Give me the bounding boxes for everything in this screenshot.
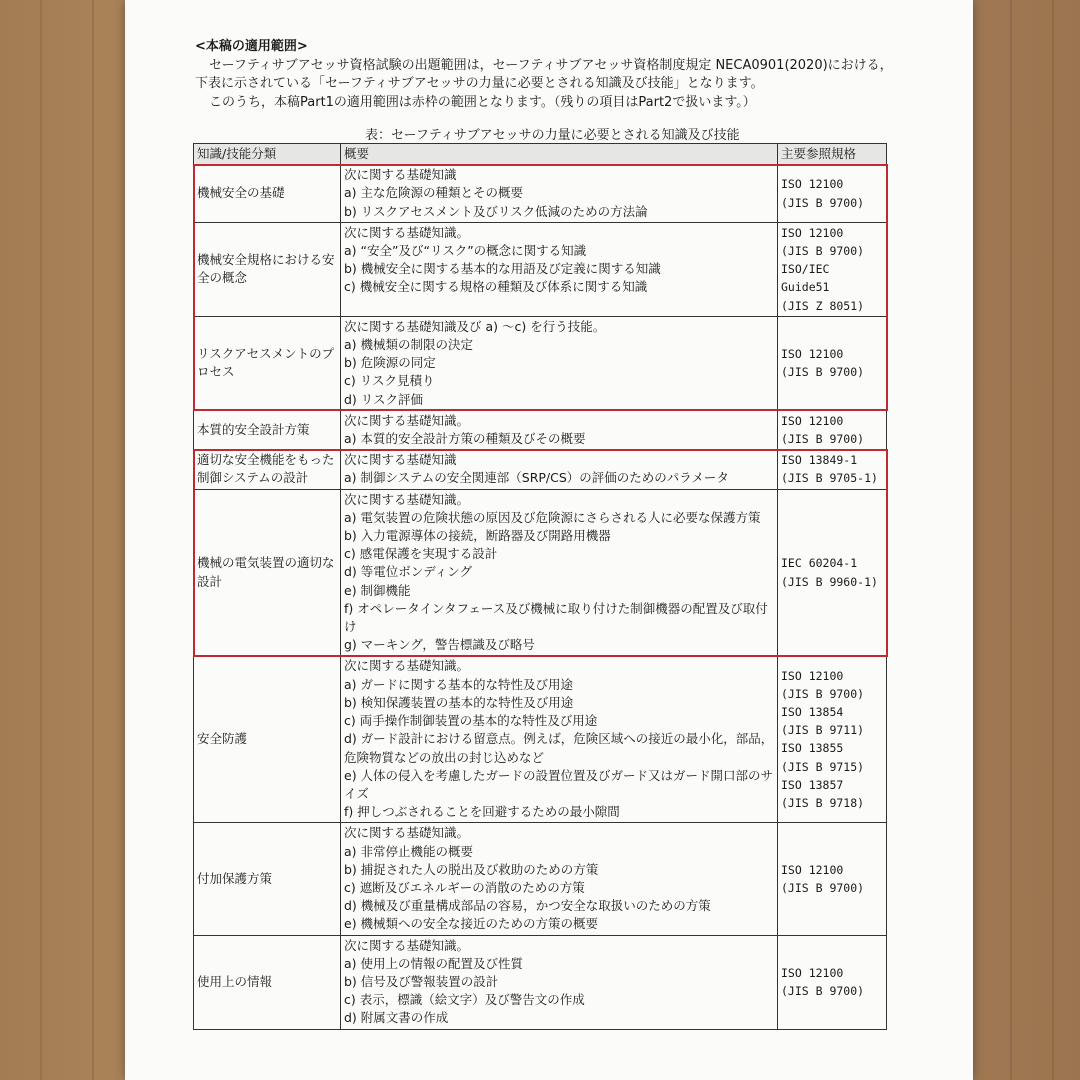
reference-standard: (JIS B 9960-1) [781, 574, 878, 589]
summary-line: e) 機械類への安全な接近のための方策の概要 [344, 916, 599, 932]
reference-standard: (JIS B 9700) [781, 984, 865, 999]
summary-line: 次に関する基礎知識。 [344, 937, 470, 953]
skills-table [193, 143, 887, 1030]
summary-line: a) “安全”及び“リスク”の概念に関する知識 [344, 243, 587, 259]
category-cell: 付加保護方策 [194, 823, 341, 935]
summary-line: a) 本質的安全設計方策の種類及びその概要 [344, 431, 586, 447]
intro-section [195, 38, 895, 112]
reference-standard: (JIS B 9705-1) [781, 471, 878, 486]
reference-standard: (JIS B 9711) [781, 723, 865, 738]
reference-standard: (JIS B 9715) [781, 759, 865, 774]
reference-standard: (JIS B 9700) [781, 686, 865, 701]
reference-standard: ISO 12100 [781, 177, 844, 192]
summary-line: c) 機械安全に関する規格の種類及び体系に関する知識 [344, 279, 648, 295]
table-row [194, 823, 887, 935]
intro-heading: <本稿の適用範囲> [195, 39, 308, 54]
reference-cell [778, 656, 887, 823]
summary-line: b) 検知保護装置の基本的な特性及び用途 [344, 694, 574, 710]
table-body [194, 165, 887, 1029]
header-references: 主要参照規格 [778, 144, 887, 165]
summary-line: b) 危険源の同定 [344, 355, 436, 371]
summary-cell [341, 489, 778, 656]
summary-line: 次に関する基礎知識。 [344, 412, 470, 428]
reference-standard: ISO 13855 [781, 741, 844, 756]
summary-line: b) リスクアセスメント及びリスク低減のための方法論 [344, 203, 648, 219]
summary-line: 次に関する基礎知識。 [344, 658, 470, 674]
table-row [194, 656, 887, 823]
reference-cell [778, 222, 887, 316]
summary-line: a) 制御システムの安全関連部（SRP/CS）の評価のためのパラメータ [344, 470, 729, 486]
reference-standard: ISO 12100 [781, 225, 844, 240]
summary-line: c) 両手操作制御装置の基本的な特性及び用途 [344, 713, 598, 729]
reference-standard: ISO 12100 [781, 413, 844, 428]
reference-standard: (JIS B 9700) [781, 365, 865, 380]
reference-standard: ISO 13854 [781, 704, 844, 719]
summary-cell [341, 165, 778, 223]
table-row [194, 316, 887, 410]
category-cell: 本質的安全設計方策 [194, 410, 341, 449]
category-cell: 安全防護 [194, 656, 341, 823]
reference-standard: ISO 12100 [781, 965, 844, 980]
summary-line: d) ガード設計における留意点。例えば，危険区域への接近の最小化，部品，危険物質などの放出の封じ込めなど [344, 731, 774, 765]
summary-cell [341, 450, 778, 489]
table-row [194, 489, 887, 656]
reference-standard: ISO/IEC Guide51 [781, 262, 830, 295]
summary-line: a) 使用上の情報の配置及び性質 [344, 955, 524, 971]
table-row [194, 935, 887, 1029]
summary-line: c) 表示，標識（絵文字）及び警告文の作成 [344, 992, 585, 1008]
summary-line: c) リスク見積り [344, 373, 435, 389]
category-cell: 機械安全規格における安全の概念 [194, 222, 341, 316]
reference-standard: (JIS B 9700) [781, 880, 865, 895]
reference-cell [778, 935, 887, 1029]
summary-line: g) マーキング，警告標識及び略号 [344, 637, 535, 653]
reference-cell [778, 165, 887, 223]
summary-line: b) 機械安全に関する基本的な用語及び定義に関する知識 [344, 261, 661, 277]
table-row [194, 410, 887, 449]
reference-standard: ISO 12100 [781, 668, 844, 683]
reference-cell [778, 450, 887, 489]
category-cell: 機械安全の基礎 [194, 165, 341, 223]
reference-standard: ISO 12100 [781, 347, 844, 362]
summary-cell [341, 656, 778, 823]
reference-standard: (JIS B 9700) [781, 244, 865, 259]
summary-line: a) ガードに関する基本的な特性及び用途 [344, 676, 574, 692]
reference-cell [778, 823, 887, 935]
reference-cell [778, 410, 887, 449]
summary-line: a) 主な危険源の種類とその概要 [344, 185, 524, 201]
category-cell: 使用上の情報 [194, 935, 341, 1029]
summary-line: 次に関する基礎知識 [344, 452, 457, 468]
summary-cell [341, 222, 778, 316]
summary-line: b) 入力電源導体の接続，断路器及び開路用機器 [344, 528, 611, 544]
summary-cell [341, 410, 778, 449]
table-row [194, 222, 887, 316]
summary-line: e) 人体の侵入を考慮したガードの設置位置及びガード又はガード開口部のサイズ [344, 767, 774, 801]
category-cell: 機械の電気装置の適切な設計 [194, 489, 341, 656]
summary-line: b) 捕捉された人の脱出及び救助のための方策 [344, 861, 599, 877]
summary-line: e) 制御機能 [344, 582, 411, 598]
intro-paragraph-2: このうち，本稿Part1の適用範囲は赤枠の範囲となります。（残りの項目はPart2で扱います。） [209, 94, 756, 110]
summary-line: c) 遮断及びエネルギーの消散のための方策 [344, 879, 585, 895]
table-header-row [194, 144, 887, 165]
summary-line: d) 機械及び重量構成部品の容易，かつ安全な取扱いのための方策 [344, 898, 711, 914]
summary-line: d) リスク評価 [344, 391, 424, 407]
reference-standard: (JIS B 9718) [781, 796, 865, 810]
summary-line: 次に関する基礎知識。 [344, 825, 470, 841]
summary-line: a) 非常停止機能の概要 [344, 843, 474, 859]
summary-line: 次に関する基礎知識。 [344, 491, 470, 507]
summary-cell [341, 935, 778, 1029]
summary-line: a) 機械類の制限の決定 [344, 337, 474, 353]
reference-standard: (JIS B 9700) [781, 195, 865, 210]
document-page [125, 0, 973, 1080]
summary-cell [341, 823, 778, 935]
summary-cell [341, 316, 778, 410]
summary-line: f) オペレータインタフェース及び機械に取り付けた制御機器の配置及び取付け [344, 600, 768, 635]
summary-line: b) 信号及び警報装置の設計 [344, 973, 499, 989]
intro-paragraph-1: セーフティサブアセッサ資格試験の出題範囲は，セーフティサブアセッサ資格制度規定 NECA0901(2020)における，下表に示されている「セーフティサブアセッサの力量に必要とされる知識及び技能」となります。 [195, 57, 893, 91]
reference-standard: ISO 13857 [781, 777, 844, 792]
reference-standard: (JIS B 9700) [781, 432, 865, 447]
summary-line: c) 感電保護を実現する設計 [344, 546, 498, 562]
summary-line: f) 押しつぶされることを回避するための最小隙間 [344, 804, 620, 820]
reference-standard: IEC 60204-1 [781, 556, 858, 571]
reference-cell [778, 316, 887, 410]
table-row [194, 450, 887, 489]
reference-standard: (JIS Z 8051) [781, 298, 865, 313]
reference-cell [778, 489, 887, 656]
reference-standard: ISO 13849-1 [781, 453, 858, 468]
table-row [194, 165, 887, 223]
summary-line: a) 電気装置の危険状態の原因及び危険源にさらされる人に必要な保護方策 [344, 509, 761, 525]
header-summary: 概要 [341, 144, 778, 165]
table-caption: 表：セーフティサブアセッサの力量に必要とされる知識及び技能 [365, 128, 740, 143]
summary-line: 次に関する基礎知識。 [344, 224, 470, 240]
reference-standard: ISO 12100 [781, 862, 844, 877]
category-cell: リスクアセスメントのプロセス [194, 316, 341, 410]
summary-line: d) 附属文書の作成 [344, 1010, 449, 1026]
header-category: 知識/技能分類 [194, 144, 341, 165]
category-cell: 適切な安全機能をもった制御システムの設計 [194, 450, 341, 489]
summary-line: 次に関する基礎知識 [344, 167, 457, 183]
summary-line: 次に関する基礎知識及び a) ～c) を行う技能。 [344, 318, 606, 334]
summary-line: d) 等電位ボンディング [344, 564, 473, 580]
